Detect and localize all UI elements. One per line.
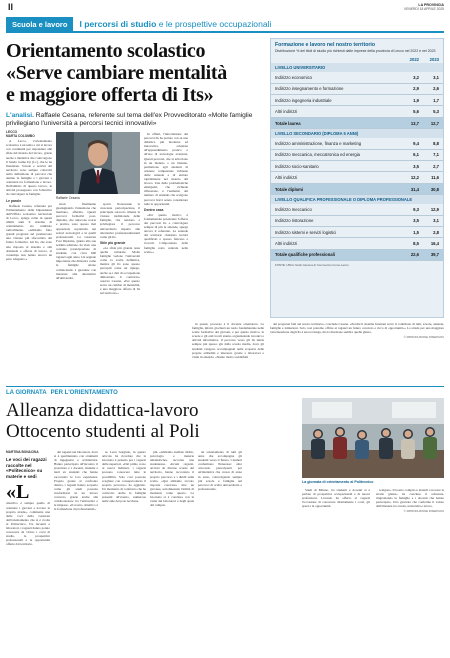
article1-col-2 (56, 202, 96, 380)
infobox-row (271, 216, 443, 227)
infobox-value-2022: 12,2 (410, 175, 419, 181)
masthead-block (404, 3, 444, 11)
infobox-row-values (399, 75, 439, 80)
article1-text-3: sporti. Nonostante la crescente partecipazione, il principale ostacolo rimane la visione tradizionale delle famiglie, che tendono a privilegiare il percorso universitario rispetto alle alternative professionalizzanti come gli Its. (100, 202, 140, 239)
article2-byline: MARTINA BONACINA (6, 450, 39, 454)
article2-col-1 (6, 450, 50, 652)
infobox-year-header (271, 55, 443, 63)
article1-text-5: in questo processo è il docente orientatore. La famiglia, infatti, giocherà un ruolo fondamentale nelle scelte formative dei giovani, e per questo motivo, le scuole e gli enti locali stanno organizzando incontri e attività informative. Il percorso verso gli Its inizia sempre più spesso già dalla scuola media, dove gli studenti vengono accompagnati nella scoperta delle proprie attitudini e interessi, grazie a laboratori e visite in azienda. «Siamo molto soddisfatti (192, 322, 264, 359)
infobox-row (271, 106, 443, 117)
article1-lead (6, 112, 268, 128)
infobox-value-2022: 8,5 (413, 241, 419, 247)
article1-text-4b: «Per questo motivo è fondamentale potenziare l'offerta dei percorsi Its e coinvolgere sempre di più le aziende, spiega ancora il referente. Le aziende del territorio chiedono tecnici qualificati e spesso faticano a trovarli. L'importanza della famiglia resta centrale nella scelta.» (144, 212, 188, 254)
photo-students (302, 398, 444, 478)
lead-text: Raffaele Cesana, referente sul tema dell'ex Provveditorato «Molte famiglie privilegiano l'università a percorsi tecnici innovativi» (6, 112, 253, 128)
article2-text-3: te, Leon Gargiulo, in questo articolo ha ricordato che la Giornata è pensata per i ragazzi delle superiori. «Dal primo corso ai nuovi indirizzi, i ragazzi possono conoscere tutte le possibilità. Solo così possono scegliere con consapevolezza il proprio percorso» ha aggiunto. Un momento di confronto che ha coinvolto anche le famiglie presenti all'evento, numerose nelle aule del polo lecchese. (102, 450, 146, 504)
infobox-row-label: Indirizzo ristorazione (275, 218, 314, 224)
article2-text-2: dei ragazzi nei laboratori, dove si è sperimentato con strumenti di ingegneria e architettura. Hanno partecipato all'incontro il prorettore e i docenti, insieme a tanti ex studenti che hanno raccontato le loro esperienze. Proprio grazie al confronto diretto, i ragazzi hanno scoperto come gli studi possano trasformarsi in un lavoro concreto, grazie anche alla collaborazione tra l'università e le imprese. «Il nostro obiettivo è la formazione di professionisti» (54, 450, 98, 512)
infobox-value-2022: 3,5 (413, 163, 419, 169)
infobox-row (271, 227, 443, 238)
infobox-row-label: Indirizzo meccanica, meccatronica ed energia (275, 152, 360, 158)
article1-headline (6, 40, 264, 106)
section-tag: Scuola e lavoro (6, 17, 73, 31)
infobox-row-label: Indirizzo economico (275, 74, 313, 80)
infobox-row-label: Indirizzo meccanico (275, 206, 312, 212)
infobox-row-label: Altri indirizzi (275, 241, 298, 247)
infobox-row-label: Indirizzo ingegneria industriale (275, 97, 332, 103)
infobox-row (271, 150, 443, 161)
kicker-text: PER L'ORIENTAMENTO (50, 389, 118, 396)
infobox-row (271, 72, 443, 83)
infobox-row-values (399, 252, 439, 257)
infobox-row-label: Totale laurea (275, 120, 301, 126)
article2-col-4 (150, 450, 194, 652)
infobox-value-2022: 9,4 (413, 140, 419, 146)
infobox-row-values (399, 241, 439, 246)
infobox-row-values (399, 230, 439, 235)
section-title (73, 17, 271, 31)
infobox-row-values (399, 218, 439, 223)
infobox-value-2023: 12,9 (430, 206, 439, 212)
article1-subhead-4: Dentro casa (144, 207, 164, 212)
infobox-row (271, 138, 443, 149)
article2-text-1: obiettivo è sempre quello di orientare i giovani a trovare la propria strada», commenta una delle voci della Giornata dell'orientamento che si è svolta al Politecnico. Tra incontri e laboratori, i ragazzi hanno potuto conoscere da vicino i corsi di studio, le prospettive professionali e le opportunità offerte dal territorio. (6, 501, 50, 547)
infobox-value-2022: 13,7 (410, 120, 419, 126)
article1-text-3b: «La sfida più grande resta quella culturale. Molte famiglie vedono l'università come la scelta definitiva, mentre gli Its sono spesso percepiti come un ripiego, anche se i dati di occupazione dimostrano il contrario» osserva Cesana. «Per questo serve un cambio di mentalità, e una maggiore offerta di Its sul territorio.» (100, 245, 140, 295)
infobox-row-values (399, 86, 439, 91)
article1-col-4 (144, 132, 188, 380)
dropcap-block (6, 481, 50, 504)
infobox-row (271, 204, 443, 215)
infobox (270, 38, 444, 318)
article1-text-2: strati finalmente guadagnando l'attenzione che meritano, afferma. Questi percorsi formativi post-diploma, che uniscono teoria e pratica, sono spesso mal apprezzati, soprattutto nei settori tecnologici e in quelli professionali. La Giornata Post Diploma, giunta alla sua settima edizione, ha visto una costante partecipazione di studenti, con circa 600 ragazzi ogni anno. Un segnale importante che dimostra come le famiglie stiano cominciando a guardare con interesse alle alternative all'università. (56, 202, 96, 280)
article1-subhead-1: Le parole (6, 198, 22, 203)
infobox-row-label: Indirizzo socio-sanitario (275, 163, 319, 169)
article1-subhead-3: Stile più grande (100, 240, 126, 245)
article2-col-6 (302, 488, 370, 652)
article2-headline-line-2: Ottocento studenti al Poli (6, 421, 200, 442)
article1-text-6: dei progressi fatti sul nostro territorio» conclude Cesana. «Perché il sistema funzioni serve il contributo di tutti, scuole, aziende, famiglie e istituzioni. Solo così potremo offrire ai ragazzi un futuro concreto e ricco di opportunità.» La strada per una maggiore valorizzazione degli Its è ancora lunga, ma la direzione sembra quella giusta. (270, 322, 444, 335)
headline-line-3: e maggiore offerta di Its» (6, 84, 214, 106)
infobox-row-label: Indirizzo amministrazione, finanza e marketing (275, 140, 362, 146)
infobox-row (271, 161, 443, 172)
masthead: LA PROVINCIA (418, 3, 444, 7)
kicker-label: LA GIORNATA (6, 389, 47, 396)
byline-author: MARTA COLOMBO (6, 134, 35, 139)
infobox-row (271, 95, 443, 106)
infobox-value-2023: 11,6 (431, 175, 439, 181)
article1-col-5 (192, 132, 264, 380)
infobox-value-2022: 31,4 (410, 186, 419, 192)
infobox-value-2023: 2,7 (433, 163, 439, 169)
page-number: II (8, 2, 14, 12)
infobox-value-2022: 1,5 (413, 229, 419, 235)
infobox-row-values (399, 141, 439, 146)
infobox-value-2023: 39,7 (430, 252, 439, 258)
infobox-value-2022: 1,9 (413, 97, 419, 103)
infobox-row-label: Altri indirizzi (275, 175, 298, 181)
infobox-value-2022: 3,5 (413, 218, 419, 224)
infobox-row-values (399, 187, 439, 192)
infobox-row-values (399, 121, 439, 126)
article1-text-1: A Lecco, l'orientamento scolastico è un tema a cui si lavora con continuità per rispondere alle sfide del mondo del lavoro, grazie anche a iniziative che coinvolgono il bando Game Up (Lc), che le ha finanziate. Scuole e servizi del territorio sono sempre coinvolti nella definizione di percorsi che aiutino le famiglie e i giovani a orientarsi tra formazione e lavoro. Nell'ambito di questo lavoro, le attività proseguono con l'obiettivo di coinvolgere le famiglie. (6, 139, 52, 197)
infobox-value-2023: 3,1 (433, 74, 439, 80)
infobox-value-2022: 6,1 (413, 152, 419, 158)
article2-text-4: più. «Abbiamo studiato diritto, psicologia e materie umanistiche» racconta una studentessa. Alcuni ragazzi, arrivati da diverse scuole del territorio, hanno raccontato il proprio percorso e i dubbi sulla scelta. «Qui abbiamo trovato risposte concrete» dice un giovane, sottolineando l'utilità di momenti come questo. La Giornata si è conclusa con la visita dei laboratori e degli spazi del campus. (150, 450, 194, 508)
infobox-row-values (399, 109, 439, 114)
infobox-row-values (399, 98, 439, 103)
photo-caption: Raffaele Cesana (56, 196, 80, 200)
infobox-value-2023: 12,7 (430, 120, 439, 126)
year-2022: 2022 (409, 56, 419, 62)
infobox-value-2023: 2,8 (433, 229, 439, 235)
infobox-value-2023: 7,1 (433, 152, 439, 158)
infobox-value-2023: 3,1 (433, 218, 439, 224)
infobox-row-label: Totale diplomi (275, 186, 304, 192)
article1-col-3 (100, 202, 140, 380)
article2-col-5 (198, 450, 242, 652)
infobox-value-2023: 5,3 (433, 109, 439, 115)
infobox-row-label: Totale qualifiche professionali (275, 252, 335, 258)
article1-photo (56, 132, 140, 194)
article1-col-6 (270, 322, 444, 376)
infobox-subtitle: Distribuzione % dei titoli di studio più richiesti dalle imprese della provincia di Lecco nel 2022 e nel 2023 (275, 49, 436, 53)
section-title-bold: I percorsi di studio (79, 19, 157, 29)
infobox-total-row (271, 118, 443, 129)
infobox-title: Formazione e lavoro nel nostro territorio (275, 42, 376, 48)
article1-reserved: © RIPRODUZIONE RISERVATA (403, 335, 444, 340)
article1-col-1 (6, 130, 52, 380)
article2-reserved: © RIPRODUZIONE RISERVATA (403, 509, 444, 514)
headline-line-1: Orientamento scolastico (6, 40, 206, 62)
infobox-table (271, 63, 443, 261)
infobox-section-header: LIVELLO UNIVERSITARIO (271, 63, 443, 72)
infobox-row (271, 172, 443, 183)
article2-text-6: Studi di Milano, tra studenti e docenti si è parlato di prospettive occupazionali e di nuove professioni. L'evento ha offerto ai ragazzi l'occasione di conoscere direttamente i corsi, gli spazi e le opportunità. (302, 488, 370, 509)
article2-kicker-bar (6, 386, 444, 398)
article1-text-1b: Raffaele Cesana, referente per l'Orientamento della Dipendenza dell'Ufficio scolastico territoriale di Lecco, spiega come in questi ultimi anni il sistema di orientamento sia cambiato radicalmente. «Abbiamo fatto grandi progressi sul promuovere una visione più sfaccettata del futuro formativo. Gli Its, che sono una risposta al sistema e alla domanda e offerta di lavoro, al contempo non hanno ancora un peso adeguato.» (6, 203, 52, 261)
byline-city: LECCO (6, 130, 18, 134)
article2-headline-line-1: Alleanza didattica-lavoro (6, 400, 199, 421)
infobox-row (271, 238, 443, 249)
infobox-row-values (399, 175, 439, 180)
article2-photo-caption: La giornata di orientamento al Politecnico (302, 480, 374, 484)
infobox-row-label: Indirizzo insegnamento e formazione (275, 86, 344, 92)
infobox-section-header: LIVELLO QUALIFICA PROFESSIONALE O DIPLOMA PROFESSIONALE (271, 195, 443, 204)
article2-col-3 (102, 450, 146, 652)
infobox-value-2022: 2,9 (413, 86, 419, 92)
infobox-value-2022: 5,6 (413, 109, 419, 115)
infobox-value-2023: 8,8 (433, 140, 439, 146)
infobox-value-2023: 16,4 (430, 241, 439, 247)
article2-photo (302, 398, 444, 478)
infobox-row-label: Altri indirizzi (275, 109, 298, 115)
infobox-row-values (399, 164, 439, 169)
headline-line-2: «Serve cambiare mentalità (6, 62, 227, 84)
infobox-section-header: LIVELLO SECONDARIO (DIPLOMA 5 ANNI) (271, 129, 443, 138)
issue-date: VENERDÌ 18 APRILE 2025 (404, 7, 444, 11)
infobox-footer: FONTE: Ufficio Studi Camera di Commercio Como-Lecco (275, 263, 349, 268)
infobox-total-row (271, 250, 443, 261)
infobox-total-row (271, 184, 443, 195)
infobox-row-label: Indirizzo sistemi e servizi logistici (275, 229, 337, 235)
infobox-value-2023: 30,8 (430, 186, 439, 192)
year-2023: 2023 (429, 56, 439, 62)
article2-side-lead: Le voci dei ragazzi raccolte nel «Politecnico» su materie e sedi (6, 457, 47, 479)
section-header (6, 17, 444, 33)
article2-text-7: scelgono. Il nostro compito è aiutarli a trovare la strada giusta» ha concluso il referente, ringraziando le famiglie e i docenti che hanno partecipato. Una giornata che conferma il valore dell'alleanza tra scuola, università e lavoro. (376, 488, 444, 509)
photo-portrait (56, 132, 140, 194)
dropcap: «L (6, 481, 30, 504)
section-title-rest: e le prospettive occupazionali (158, 19, 272, 29)
infobox-row-values (399, 207, 439, 212)
infobox-value-2022: 22,6 (410, 252, 419, 258)
infobox-row-values (399, 152, 439, 157)
article2-col-2 (54, 450, 98, 652)
article2-text-5: un orientamento di tutti gli anni, che accompagna gli studenti verso il futuro. I numeri confermano l'interesse: oltre ottocento partecipanti per un'iniziativa che cresce di anno in anno, coinvolgendo sempre più scuole e famiglie nel percorso di scelta universitaria e professionale. (198, 450, 242, 491)
infobox-value-2022: 3,2 (413, 74, 419, 80)
article1-text-4: In effetti, l'introduzione dei percorsi Its ha portato con sé una didattica più moderna ed innovativa, orientata all'apprendimento pratico e all'uso di tecnologie avanzate. Questi percorsi, che si articolano in un biennio o un triennio, permettono agli studenti di ottenere competenze richieste dalle aziende e di entrare rapidamente nel mondo del lavoro. Una delle problematiche emergenti, che richiede riflessione, è l'aumento del numero di studenti che scelgono percorsi brevi senza considerare tutte le opportunità. (144, 132, 188, 206)
infobox-row (271, 84, 443, 95)
lead-label: L'analisi. (6, 112, 34, 119)
infobox-value-2023: 2,6 (433, 86, 439, 92)
article2-col-7 (376, 488, 444, 652)
infobox-value-2023: 1,7 (433, 97, 439, 103)
infobox-value-2022: 9,3 (413, 206, 419, 212)
